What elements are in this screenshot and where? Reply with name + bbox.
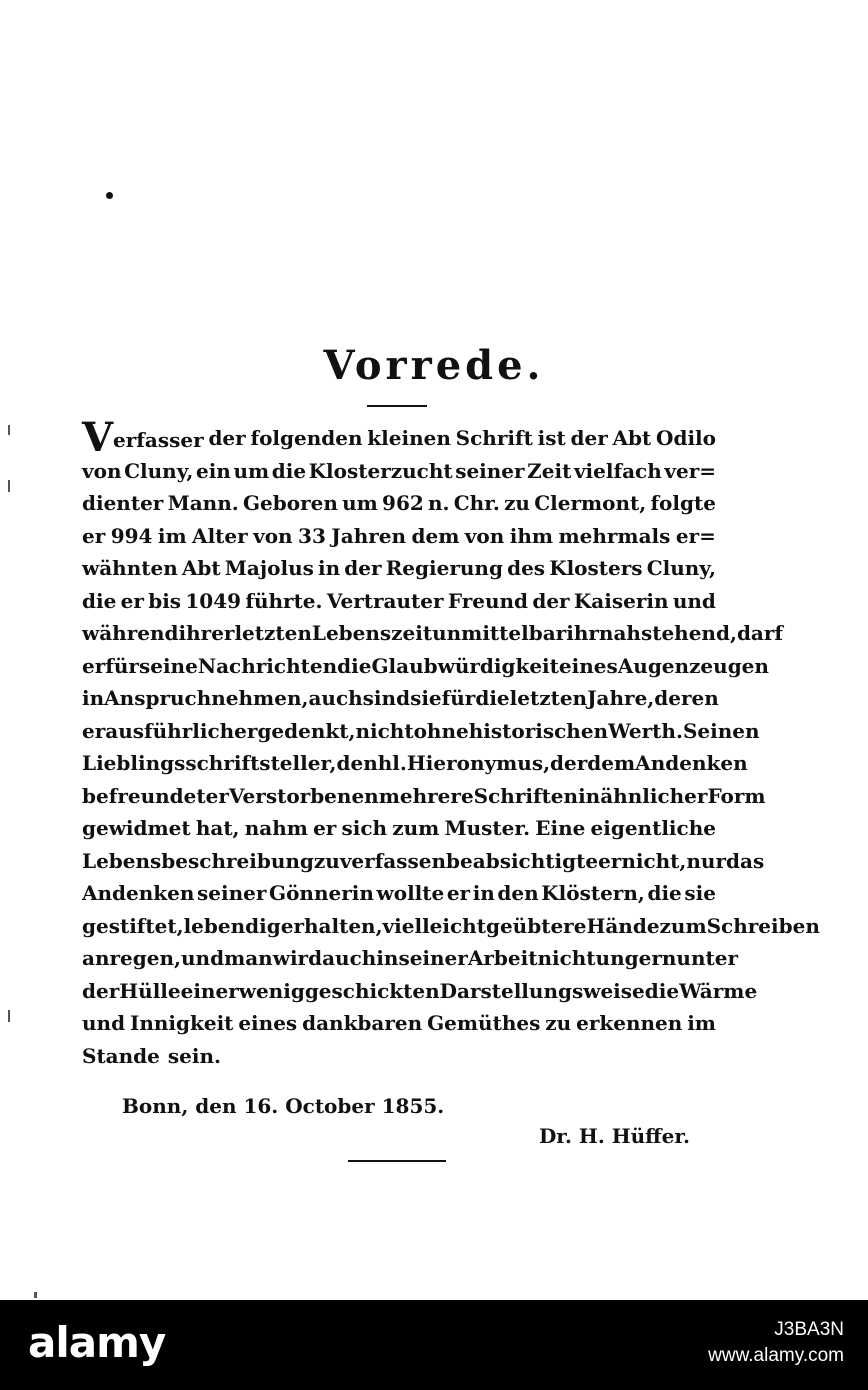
word: verfassen [339,848,447,873]
text-line [82,1040,716,1073]
word: des [507,556,546,580]
word: Cluny, [646,556,716,580]
word: Darstellungsweise [439,978,645,1003]
word: man [224,946,273,970]
scan-speck [8,425,10,435]
word: das [726,848,765,873]
word: Klöstern, [541,881,645,905]
word: auch [322,946,377,970]
word: zu [504,491,530,515]
dateline: Bonn, den 16. October 1855. [122,1094,445,1118]
scan-speck [8,1010,10,1022]
word: sind [362,686,411,710]
word: seiner [197,881,267,905]
word: die [271,458,307,483]
alamy-logo: alamy [28,1318,166,1367]
watermark-info [694,1317,844,1369]
word: folgenden [250,426,363,450]
word: in [318,556,341,580]
word: seiner [398,946,468,970]
word: der [344,556,382,580]
text-line [82,942,739,975]
word: führte. [245,588,323,613]
scan-speck [34,1292,37,1298]
page-title: Vorrede. [323,342,545,389]
word: ist [537,426,566,450]
word: Odilo [656,426,716,450]
word: in [82,686,105,710]
word: Lebenszeit [311,621,433,645]
word: ihm [509,523,554,548]
word: Lieblingsschriftsteller, [82,751,337,775]
author-signature: Dr. H. Hüffer. [538,1124,690,1148]
word: ausführlicher [105,718,258,743]
word: der [208,426,246,450]
word: zum [659,913,707,938]
word: er [82,653,106,678]
word: ohne [413,718,469,743]
word: unter [676,946,739,970]
word: vielleicht [382,913,486,938]
word: er [82,523,106,548]
word: von [82,458,122,483]
word: nur [686,848,727,873]
word: gewidmet [82,816,191,840]
word: n. [428,491,450,515]
word: Jahre, [587,686,655,710]
word: Innigkeit [129,1011,234,1035]
word: Stande [82,1043,160,1068]
word: er [313,816,337,840]
word: der [570,426,608,450]
word: gedenkt, [257,718,356,743]
word: von [253,523,293,548]
word: Werth. [608,718,683,743]
word: Glaubwürdigkeit [371,653,559,678]
ink-dot [106,192,113,199]
word: wollte [376,881,445,905]
word: sie [684,881,716,905]
text-line [82,585,716,618]
word: zu [313,848,340,873]
word: bis [148,588,182,613]
word: kleinen [367,426,451,450]
word: erkennen [576,1011,683,1035]
word: Cluny, [124,458,194,483]
scan-speck [8,480,10,492]
word: dankbaren [302,1011,423,1035]
word: Clermont, [534,491,647,515]
text-line [82,812,716,845]
word: Vertrauter [326,588,444,613]
text-line [82,682,719,715]
word: Mann. [167,491,239,515]
word: der [82,978,120,1003]
word: zum [392,816,440,840]
closing-rule [348,1160,446,1162]
text-line [82,455,716,488]
word: in [472,881,495,905]
word: beabsichtigte [446,848,599,873]
word: in [376,946,399,970]
text-line [82,520,716,553]
word: gestiftet, [82,913,184,938]
word: nicht, [621,848,687,873]
text-line [82,747,748,780]
word: Chr. [453,491,500,515]
word: dem [587,751,636,775]
word: ein [195,458,231,483]
text-line [82,487,716,520]
word: Hülle [119,978,181,1003]
word: Klosters [549,556,643,580]
word: vielfach [573,458,662,483]
word: historischen [468,718,609,743]
word: nicht [537,946,596,970]
word: Seinen [682,718,760,743]
word: Freund [447,588,529,613]
word: Geboren [242,491,338,515]
word: darf [736,621,784,645]
word: die [337,653,372,678]
text-line [82,552,716,585]
word: während [82,621,179,645]
word: auch [308,686,363,710]
word: Andenken [82,881,195,905]
word: für [441,686,476,710]
drop-cap: V [82,414,114,461]
word: wenig [238,978,305,1003]
text-line [82,414,716,461]
word: letzten [509,686,588,710]
text-line [82,877,716,910]
word: seiner [455,458,525,483]
word: und [82,1011,126,1035]
word: Wärme [679,978,758,1003]
word: Schriften [473,783,579,808]
site-url: www.alamy.com [708,1345,844,1366]
word: ihrer [178,621,235,645]
word: wird [272,946,323,970]
text-line [82,845,765,878]
word: Kaiserin [573,588,669,613]
word: die [647,881,682,905]
word: nicht [355,718,414,743]
word: Abt [181,556,221,580]
word: folgte [650,491,716,515]
word: eines [238,1011,298,1035]
word: er [82,718,106,743]
word: den [336,751,378,775]
word: Augenzeugen [617,653,769,678]
word: nahm [244,816,308,840]
word: Eine [535,816,586,840]
word: ähnlicher [600,783,708,808]
word: sein. [167,1043,221,1068]
word: sich [341,816,388,840]
word: eigentliche [590,816,716,840]
word: Nachrichten [197,653,338,678]
word: geschickten [304,978,440,1003]
word: Andenken [635,751,748,775]
word: Regierung [385,556,503,580]
word: sie [410,686,442,710]
word: er [446,881,471,905]
word: und [180,946,225,970]
word: Klosterzucht [308,458,453,483]
watermark-banner [0,1300,868,1390]
word: seine [138,653,198,678]
word: Alter [192,523,248,548]
word: nehmen, [211,686,309,710]
word: Anspruch [104,686,212,710]
word: um [342,491,378,515]
text-line [82,650,769,683]
word: er [120,588,144,613]
word: befreundeter [82,783,229,808]
word: 33 [298,523,326,548]
text-line [82,1007,716,1040]
word: Gemüthes [427,1011,541,1035]
image-id: J3BA3N [774,1319,844,1340]
word: Abt [612,426,652,450]
word: in [578,783,601,808]
word: letzten [234,621,312,645]
word: einer [180,978,239,1003]
word: unmittelbar [432,621,567,645]
word: erhalten, [280,913,383,938]
word: er [598,848,622,873]
word: Schrift [455,426,533,450]
word: die [475,686,510,710]
line-0-first: erfasser [113,428,204,452]
word: die [82,588,117,613]
word: Arbeit [467,946,538,970]
word: um [233,458,270,483]
title-rule [367,405,427,407]
word: Muster. [444,816,531,840]
word: lebendig [183,913,281,938]
word: für [105,653,139,678]
word: der [550,751,588,775]
text-line [82,715,760,748]
word: und [672,588,716,613]
word: im [687,1011,716,1035]
word: im [157,523,187,548]
word: die [644,978,680,1003]
word: mehrmals [558,523,671,548]
word: ver= [664,458,716,483]
word: Form [707,783,766,808]
text-line [82,780,766,813]
preface-paragraph [82,414,820,1072]
word: Hände [586,913,660,938]
word: deren [654,686,719,710]
word: Verstorbenen [228,783,379,808]
word: eines [558,653,618,678]
word: geübtere [485,913,587,938]
word: 962 [382,491,424,515]
word: dienter [82,491,164,515]
text-line [82,910,820,943]
word: ungern [595,946,677,970]
word: der [532,588,570,613]
word: nahstehend, [598,621,737,645]
word: Jahren [331,523,407,548]
word: dem [411,523,460,548]
word: den [497,881,539,905]
text-line [82,975,758,1008]
text-line [82,617,784,650]
word: Gönnerin [269,881,374,905]
word: wähnten [82,556,178,580]
word: 1049 [185,588,242,613]
word: anregen, [82,946,181,970]
word: Majolus [224,556,314,580]
word: zu [545,1011,572,1035]
word: Lebensbeschreibung [82,848,314,873]
word: hl. [377,751,407,775]
word: Hieronymus, [406,751,551,775]
word: von [464,523,505,548]
word: Zeit [527,458,572,483]
word: 994 [110,523,153,548]
word: mehrere [378,783,474,808]
word: Schreiben [706,913,820,938]
word: er= [675,523,716,548]
word: hat, [195,816,240,840]
word: ihr [566,621,599,645]
